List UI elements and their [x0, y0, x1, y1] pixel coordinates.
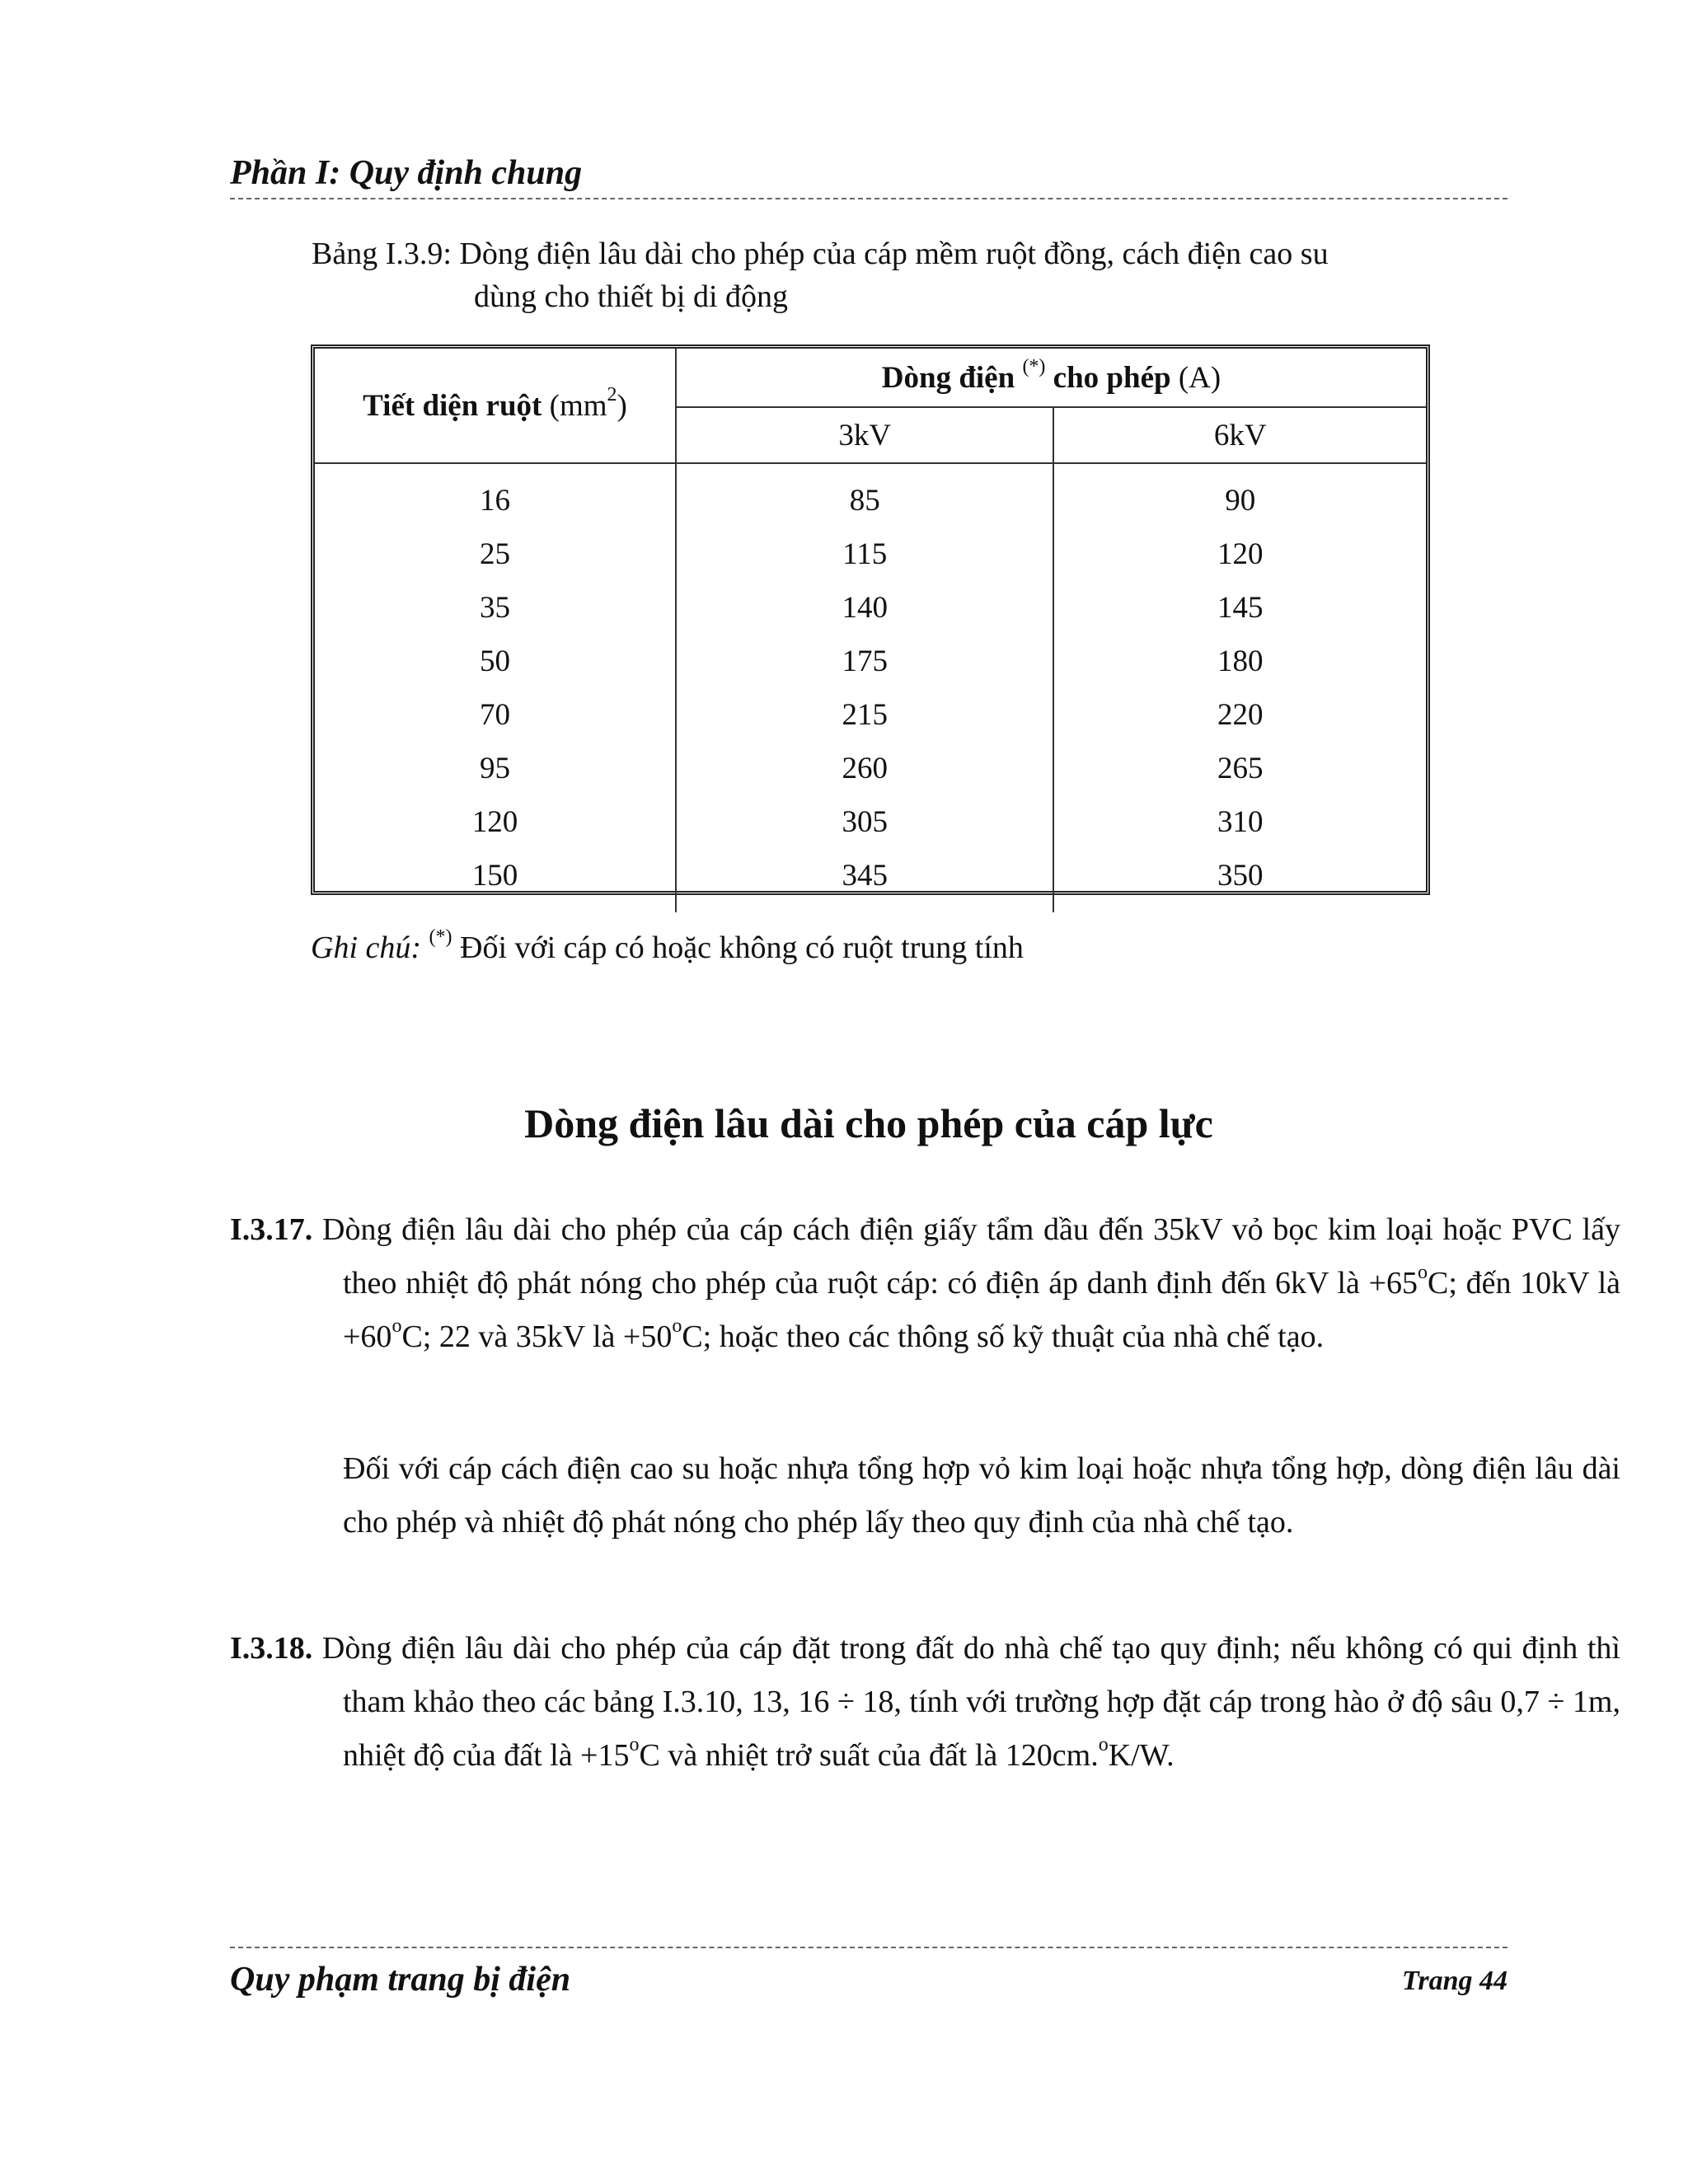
header-allowed-current: Dòng điện (*) cho phép (A): [676, 349, 1426, 407]
cell-6kv: 180: [1217, 644, 1264, 678]
cell-3kv: 260: [676, 742, 1053, 795]
header-cross-section: Tiết diện ruột $(mm^2)$: [315, 349, 676, 463]
header-divider: [230, 198, 1507, 199]
table-row: [315, 688, 1426, 742]
table-row: [315, 527, 1426, 581]
table-row: [315, 849, 1426, 912]
clause-i-3-18: I.3.18. Dòng điện lâu dài cho phép của cáp đặt trong đất do nhà chế tạo quy định; nếu không có qui định thì tham khảo theo các bảng I.3.10, 13, 16 ÷ 18, tính với trường hợp đặt cáp trong hào ở độ sâu 0,7 ÷ 1m, nhiệt độ của đất là $+15^oC$ và nhiệt trở suất của đất là 120cm.$^o$K/W.: [230, 1631, 1620, 1773]
clause-number: I.3.18.: [230, 1631, 313, 1666]
cell-cross-section: 50: [315, 635, 676, 688]
clause-number: I.3.17.: [230, 1212, 313, 1247]
table-row: [315, 463, 1426, 527]
footnote-text: Đối với cáp có hoặc không có ruột trung tính: [452, 930, 1024, 965]
cell-6kv: 265: [1217, 752, 1264, 785]
cell-3kv: 215: [676, 688, 1053, 742]
cell-cross-section: 16: [315, 463, 676, 527]
caption-line-1: Bảng I.3.9: Dòng điện lâu dài cho phép của cáp mềm ruột đồng, cách điện cao su: [312, 237, 1329, 271]
cell-cross-section: 95: [315, 742, 676, 795]
clause-i-3-17: I.3.17. Dòng điện lâu dài cho phép của cáp cách điện giấy tẩm dầu đến 35kV vỏ bọc kim loại hoặc PVC lấy theo nhiệt độ phát nóng cho phép của ruột cáp: có điện áp danh định đến 6kV là $+65^oC$; đến 10kV là $+60^oC$; 22 và 35kV là $+50^oC$; hoặc theo các thông số kỹ thuật của nhà chế tạo.: [230, 1212, 1620, 1354]
cell-6kv: 145: [1217, 591, 1264, 625]
table-row: [315, 742, 1426, 795]
table-caption: [312, 232, 1507, 318]
table-footnote: [311, 926, 1465, 966]
header-6kv: 6kV: [1053, 407, 1426, 463]
page-number: Trang 44: [1401, 1966, 1507, 1996]
cell-6kv: 310: [1217, 805, 1264, 839]
cell-3kv: 115: [676, 527, 1053, 581]
cell-6kv: 350: [1217, 859, 1264, 893]
caption-line-2: dùng cho thiết bị di động: [474, 279, 789, 314]
cell-cross-section: 120: [315, 795, 676, 849]
table-row: [315, 795, 1426, 849]
cell-cross-section: 35: [315, 581, 676, 635]
footnote-label: Ghi chú:: [311, 930, 422, 965]
cell-cross-section: 150: [315, 849, 676, 912]
cell-3kv: 345: [676, 849, 1053, 912]
footer-divider: [230, 1947, 1507, 1948]
footer-document-title: Quy phạm trang bị điện: [230, 1961, 571, 1999]
cell-3kv: 305: [676, 795, 1053, 849]
table-row: [315, 635, 1426, 688]
cell-3kv: 140: [676, 581, 1053, 635]
section-title: Dòng điện lâu dài cho phép của cáp lực: [524, 1100, 1213, 1146]
cell-cross-section: 70: [315, 688, 676, 742]
page-header-title: Phần I: Quy định chung: [230, 154, 583, 192]
cell-6kv: 90: [1225, 484, 1256, 518]
cell-3kv: 175: [676, 635, 1053, 688]
cell-cross-section: 25: [315, 527, 676, 581]
header-3kv: 3kV: [676, 407, 1053, 463]
cell-3kv: 85: [676, 463, 1053, 527]
footnote-marker: (*): [429, 926, 452, 949]
clause-i-3-17-paragraph-2: Đối với cáp cách điện cao su hoặc nhựa tổng hợp vỏ kim loại hoặc nhựa tổng hợp, dòng điện lâu dài cho phép và nhiệt độ phát nóng cho phép lấy theo quy định của nhà chế tạo.: [343, 1451, 1620, 1540]
table-row: [315, 581, 1426, 635]
cell-6kv: 220: [1217, 698, 1264, 732]
cell-6kv: 120: [1217, 537, 1264, 571]
current-rating-table: [311, 344, 1430, 895]
